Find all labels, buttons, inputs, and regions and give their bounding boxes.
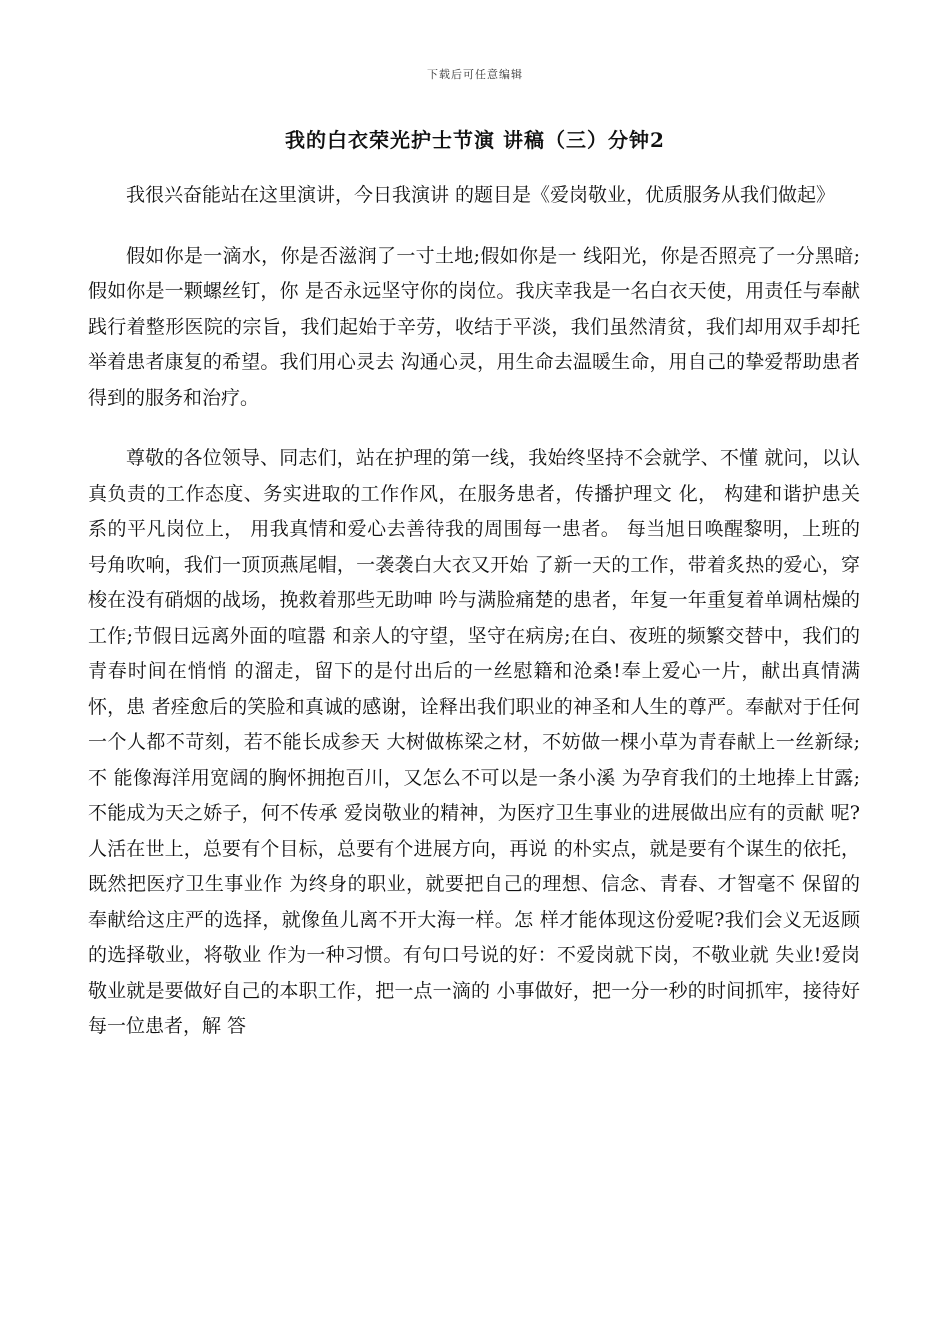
paragraph-3: 尊敬的各位领导、同志们，站在护理的第一线，我始终坚持不会就学、不懂 就问，以认真负责的工作态度、务实进取的工作作风，在服务患者，传播护理文 化， 构建和谐护患关系的平凡岗位上， 用我真情和爱心去善待我的周围每一患者。 每当旭日唤醒黎明，上班的号角吹响，我们一顶顶燕尾帽，一袭袭白大衣又开始 了新一天的工作，带着炙热的爱心，穿梭在没有硝烟的战场，挽救着那些无助呻 吟与满脸痛楚的患者，年复一年重复着单调枯燥的工作;节假日远离外面的喧嚣 和亲人的守望，坚守在病房;在白、夜班的频繁交替中，我们的青春时间在悄悄 的溜走，留下的是付出后的一丝慰籍和沧桑!奉上爱心一片，献出真情满怀，患 者痊愈后的笑脸和真诚的感谢，诠释出我们职业的神圣和人生的尊严。奉献对于任何一个人都不苛刻，若不能长成参天 大树做栋梁之材，不妨做一棵小草为青春献上一丝新绿;不 能像海洋用宽阔的胸怀拥抱百川，又怎么不可以是一条小溪 为孕育我们的土地捧上甘露;不能成为天之娇子，何不传承 爱岗敬业的精神，为医疗卫生事业的进展做出应有的贡献 呢? 人活在世上，总要有个目标，总要有个进展方向，再说 的朴实点，就是要有个谋生的依托，既然把医疗卫生事业作 为终身的职业，就要把自己的理想、信念、青春、才智毫不 保留的奉献给这庄严的选择，就像鱼儿离不开大海一样。怎 样才能体现这份爱呢?我们会义无返顾的选择敬业，将敬业 作为一种习惯。有句口号说的好：不爱岗就下岗，不敬业就 失业!爱岗敬业就是要做好自己的本职工作，把一点一滴的 小事做好，把一分一秒的时间抓牢，接待好每一位患者，解 答 bbox=[88, 447, 860, 1037]
header-note: 下载后可任意编辑 bbox=[427, 68, 523, 81]
paragraph-2: 假如你是一滴水，你是否滋润了一寸土地;假如你是一 线阳光，你是否照亮了一分黑暗;假如你是一颗螺丝钉，你 是否永远坚守你的岗位。我庆幸我是一名白衣天使，用责任与奉献践行着整形医院的宗旨，我们起始于辛劳，收结于平淡，我们虽然清贫，我们却用双手却托举着患者康复的希望。我们用心灵去 沟通心灵，用生命去温暖生命，用自己的挚爱帮助患者得到的服务和治疗。 bbox=[88, 244, 860, 409]
document-body bbox=[88, 178, 860, 1045]
document-title: 我的白衣荣光护士节演 讲稿（三）分钟2 bbox=[285, 128, 665, 152]
paragraph-1: 我很兴奋能站在这里演讲，今日我演讲 的题目是《爱岗敬业，优质服务从我们做起》 bbox=[126, 184, 836, 206]
